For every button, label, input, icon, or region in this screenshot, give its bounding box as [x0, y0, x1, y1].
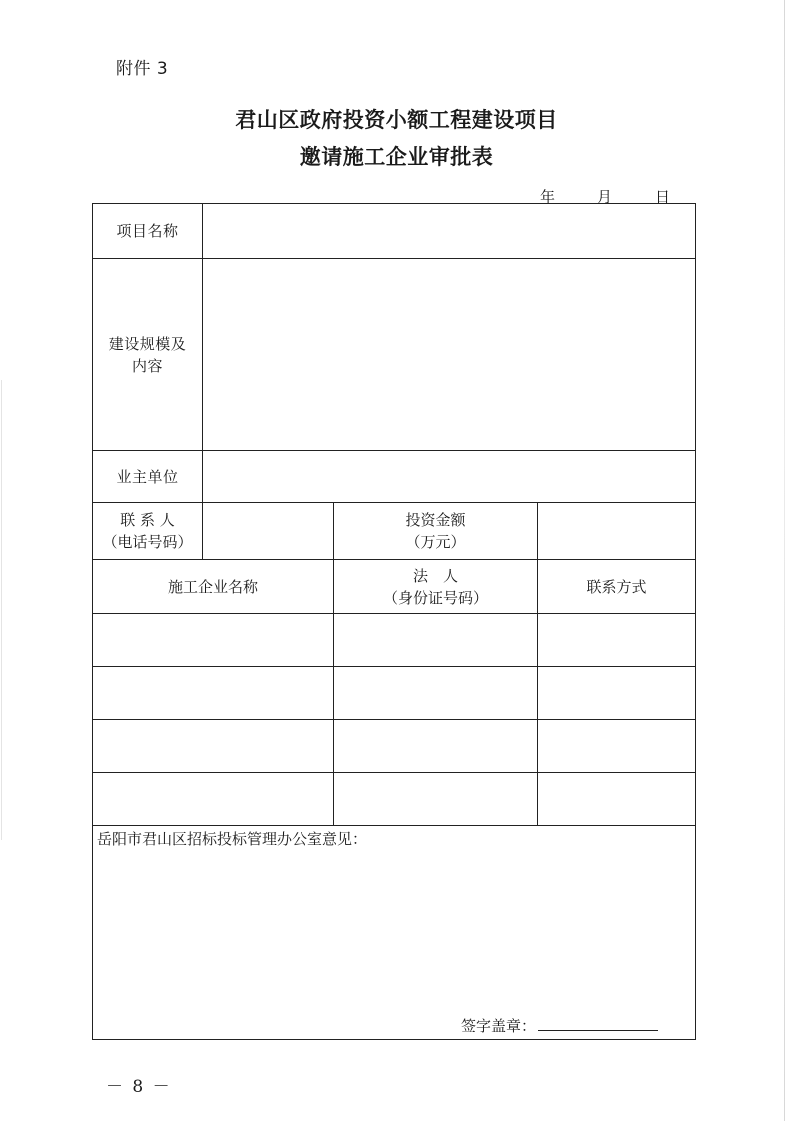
- company-name-header: 施工企业名称: [93, 560, 334, 614]
- investment-label-line1: 投资金额: [405, 511, 466, 529]
- company-name-cell[interactable]: [93, 614, 334, 667]
- scan-edge-left: [1, 380, 2, 840]
- contact-label: [93, 503, 203, 560]
- contact-row: [93, 503, 696, 560]
- date-month-label: 月: [597, 188, 613, 206]
- company-name-cell[interactable]: [93, 720, 334, 773]
- owner-row: [93, 451, 696, 503]
- investment-label: [334, 503, 538, 560]
- company-row: [93, 720, 696, 773]
- scale-label-line2: 内容: [131, 356, 163, 375]
- opinion-field[interactable]: [93, 826, 696, 1040]
- scale-row: [93, 259, 696, 451]
- legal-person-cell[interactable]: [334, 720, 538, 773]
- company-row: [93, 614, 696, 667]
- company-header-row: [93, 560, 696, 614]
- owner-field[interactable]: [203, 451, 696, 503]
- legal-person-cell[interactable]: [334, 773, 538, 826]
- signature-line[interactable]: [538, 1014, 658, 1031]
- investment-field[interactable]: [538, 503, 696, 560]
- legal-person-header: [334, 560, 538, 614]
- date-year-label: 年: [540, 188, 556, 206]
- document-title-line1: 君山区政府投资小额工程建设项目: [235, 107, 558, 132]
- scale-field[interactable]: [203, 259, 696, 451]
- company-name-cell[interactable]: [93, 773, 334, 826]
- approval-form-table: [92, 203, 696, 1040]
- contact-method-cell[interactable]: [538, 667, 696, 720]
- contact-field[interactable]: [203, 503, 334, 560]
- owner-label: 业主单位: [93, 451, 203, 503]
- contact-label-line2: （电话号码）: [102, 533, 193, 551]
- project-name-label: 项目名称: [93, 204, 203, 259]
- contact-method-header: 联系方式: [538, 560, 696, 614]
- page-number: － 8 －: [106, 1077, 172, 1097]
- project-name-row: [93, 204, 696, 259]
- attachment-label: 附件 3: [116, 59, 169, 79]
- opinion-row: [93, 826, 696, 1040]
- opinion-label: 岳阳市君山区招标投标管理办公室意见：: [97, 830, 368, 848]
- company-row: [93, 773, 696, 826]
- company-name-cell[interactable]: [93, 667, 334, 720]
- project-name-field[interactable]: [203, 204, 696, 259]
- contact-method-cell[interactable]: [538, 773, 696, 826]
- scale-label-line1: 建设规模及: [108, 334, 187, 353]
- contact-method-cell[interactable]: [538, 614, 696, 667]
- signature-row: [461, 1014, 658, 1037]
- company-row: [93, 667, 696, 720]
- investment-label-line2: （万元）: [405, 533, 466, 551]
- document-title-line2: 邀请施工企业审批表: [299, 144, 494, 169]
- scale-label: [93, 259, 203, 451]
- legal-header-line2: （身份证号码）: [382, 588, 488, 607]
- contact-label-line1: 联 系 人: [120, 511, 175, 529]
- date-day-label: 日: [655, 188, 671, 206]
- signature-label: 签字盖章：: [461, 1017, 537, 1035]
- legal-person-cell[interactable]: [334, 614, 538, 667]
- legal-person-cell[interactable]: [334, 667, 538, 720]
- legal-header-line1: 法 人: [412, 566, 458, 585]
- contact-method-cell[interactable]: [538, 720, 696, 773]
